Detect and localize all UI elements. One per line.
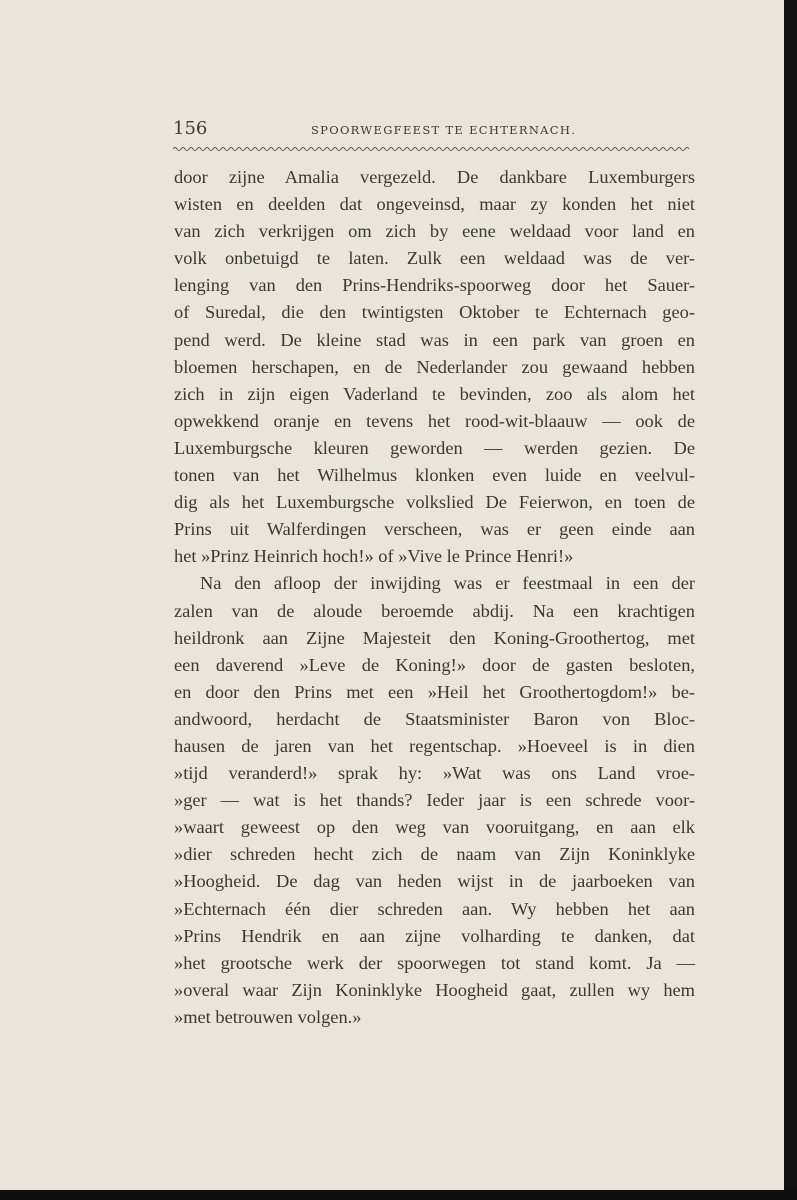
text-line: zalen van de aloude beroemde abdij. Na een krachtigen: [174, 600, 695, 621]
text-line: volk onbetuigd te laten. Zulk een weldaad was de ver-: [174, 248, 695, 269]
text-line: Luxemburgsche kleuren geworden — werden gezien. De: [174, 437, 695, 458]
book-spine-edge: [784, 0, 797, 1200]
text-line: »met betrouwen volgen.»: [174, 1006, 362, 1027]
text-line: Prins uit Walferdingen verscheen, was er geen einde aan: [174, 519, 695, 540]
text-line: »waart geweest op den weg van vooruitgang, en aan elk: [174, 817, 695, 838]
text-line: tonen van het Wilhelmus klonken even luide en veelvul-: [174, 465, 695, 486]
text-line: of Suredal, die den twintigsten Oktober te Echternach geo-: [174, 302, 695, 323]
text-line: pend werd. De kleine stad was in een park van groen en: [174, 329, 695, 350]
text-line: wisten en deelden dat ongeveinsd, maar zy konden het niet: [174, 194, 695, 215]
text-line: opwekkend oranje en tevens het rood-wit-blaauw — ook de: [174, 410, 695, 431]
text-line: zich in zijn eigen Vaderland te bevinden, zoo als alom het: [174, 383, 695, 404]
text-line: van zich verkrijgen om zich by eene weldaad voor land en: [174, 221, 695, 242]
text-line: andwoord, herdacht de Staatsminister Baron von Bloc-: [174, 708, 695, 729]
text-line: lenging van den Prins-Hendriks-spoorweg door het Sauer-: [174, 275, 695, 296]
page-number: 156: [173, 118, 208, 139]
text-line: »Prins Hendrik en aan zijne volharding te danken, dat: [174, 925, 695, 946]
text-line: »ger — wat is het thands? Ieder jaar is een schrede voor-: [174, 790, 695, 811]
text-line: heildronk aan Zijne Majesteit den Koning-Groothertog, met: [174, 627, 695, 648]
text-line: »dier schreden hecht zich de naam van Zijn Koninklyke: [174, 844, 695, 865]
text-line: een daverend »Leve de Koning!» door de gasten besloten,: [174, 654, 695, 675]
text-line: dig als het Luxemburgsche volkslied De Feierwon, en toen de: [174, 492, 695, 513]
text-line: Na den afloop der inwijding was er feestmaal in een der: [200, 573, 695, 594]
text-line: en door den Prins met een »Heil het Groothertogdom!» be-: [174, 681, 695, 702]
text-line: »Echternach één dier schreden aan. Wy hebben het aan: [174, 898, 695, 919]
text-line: door zijne Amalia vergezeld. De dankbare Luxemburgers: [174, 167, 695, 187]
body-text: [174, 164, 695, 1031]
text-line: het »Prinz Heinrich hoch!» of »Vive le Prince Henri!»: [174, 546, 574, 567]
running-head: SPOORWEGFEEST TE ECHTERNACH.: [311, 123, 577, 137]
text-line: »het grootsche werk der spoorwegen tot stand komt. Ja —: [174, 952, 695, 973]
page-header: [173, 118, 693, 142]
scan-bottom-edge: [0, 1190, 797, 1200]
text-line: »tijd veranderd!» sprak hy: »Wat was ons Land vroe-: [174, 763, 695, 784]
text-line: hausen de jaren van het regentschap. »Hoeveel is in dien: [174, 735, 695, 756]
text-line: »overal waar Zijn Koninklyke Hoogheid gaat, zullen wy hem: [174, 979, 695, 1000]
header-rule: [173, 146, 691, 152]
text-line: »Hoogheid. De dag van heden wijst in de jaarboeken van: [174, 871, 695, 892]
text-line: bloemen herschapen, en de Nederlander zou gewaand hebben: [174, 356, 695, 377]
